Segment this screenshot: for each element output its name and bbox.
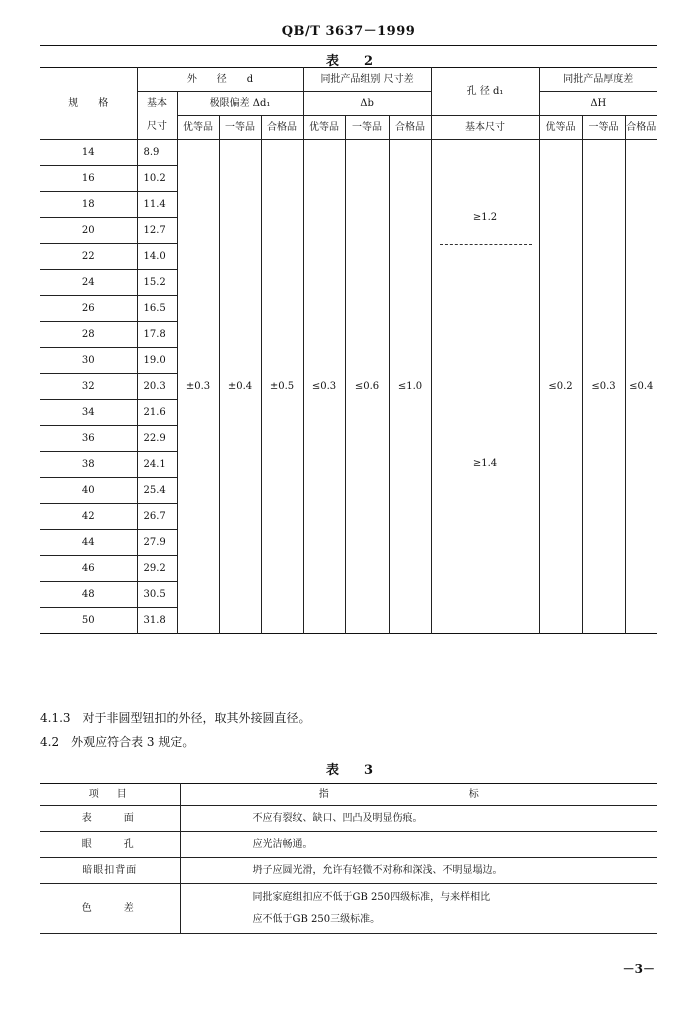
page-number: －3－ xyxy=(622,962,655,976)
index-color-line-2: 应不低于GB 250三级标准。 xyxy=(252,913,381,925)
db-grade-2: ≤0.6 xyxy=(345,140,389,634)
index-surface: 不应有裂纹、缺口、凹凸及明显伤痕。 xyxy=(180,806,657,832)
grade-2-header: 一等品 xyxy=(219,116,261,140)
basic-size-cell: 14.0 xyxy=(137,244,177,270)
db-grade-1: ≤0.3 xyxy=(303,140,345,634)
spec-cell: 26 xyxy=(40,296,137,322)
od-diff-header: 同批产品组别 尺寸差 xyxy=(303,68,431,92)
item-header: 项 目 xyxy=(40,784,180,806)
hole-size-small: ≥1.2 xyxy=(431,140,539,296)
table3-caption: 表 3 xyxy=(326,763,380,778)
basic-size-cell: 26.7 xyxy=(137,504,177,530)
item-eyehole: 眼 孔 xyxy=(40,832,180,858)
od-header: 外 径 d xyxy=(137,68,303,92)
dh-grade-2: ≤0.3 xyxy=(582,140,625,634)
spec-cell: 40 xyxy=(40,478,137,504)
basic-size-cell: 8.9 xyxy=(137,140,177,166)
spec-cell: 32 xyxy=(40,374,137,400)
index-back: 坍子应圆光滑，允许有轻微不对称和深浅、不明显塌边。 xyxy=(180,858,657,884)
grade-3-header: 合格品 xyxy=(625,116,657,140)
spec-cell: 18 xyxy=(40,192,137,218)
spec-cell: 44 xyxy=(40,530,137,556)
basic-size-cell: 29.2 xyxy=(137,556,177,582)
hole-divider xyxy=(440,244,532,245)
basic-size-cell: 15.2 xyxy=(137,270,177,296)
grade-2-header: 一等品 xyxy=(345,116,389,140)
grade-1-header: 优等品 xyxy=(303,116,345,140)
spec-cell: 22 xyxy=(40,244,137,270)
clause-4-2: 4.2 外观应符合表 3 规定。 xyxy=(40,735,195,749)
spec-cell: 46 xyxy=(40,556,137,582)
db-grade-3: ≤1.0 xyxy=(389,140,431,634)
spec-header: 规 格 xyxy=(40,68,137,140)
index-color-diff xyxy=(180,884,657,934)
spec-cell: 36 xyxy=(40,426,137,452)
header-rule xyxy=(40,45,657,46)
limit-deviation-header: 极限偏差 Δd₁ xyxy=(177,92,303,116)
item-surface: 表 面 xyxy=(40,806,180,832)
dh-grade-1: ≤0.2 xyxy=(539,140,582,634)
dh-grade-3: ≤0.4 xyxy=(629,380,654,392)
basic-size-cell: 16.5 xyxy=(137,296,177,322)
db-header: Δb xyxy=(303,92,431,116)
index-color-line-1: 同批家庭组扣应不低于GB 250四级标准，与来样相比 xyxy=(252,891,491,903)
basic-size-header-bottom: 尺寸 xyxy=(137,116,177,140)
hole-basic-size-header: 基本尺寸 xyxy=(431,116,539,140)
spec-cell: 50 xyxy=(40,608,137,634)
spec-cell: 34 xyxy=(40,400,137,426)
spec-cell: 16 xyxy=(40,166,137,192)
basic-size-cell: 27.9 xyxy=(137,530,177,556)
basic-size-cell: 19.0 xyxy=(137,348,177,374)
thickness-header: 同批产品厚度差 xyxy=(539,68,657,92)
spec-cell: 14 xyxy=(40,140,137,166)
basic-size-cell: 22.9 xyxy=(137,426,177,452)
spec-cell: 20 xyxy=(40,218,137,244)
basic-size-header-top: 基本 xyxy=(137,92,177,116)
standard-header: QB/T 3637－1999 xyxy=(281,24,416,39)
spec-cell: 42 xyxy=(40,504,137,530)
basic-size-cell: 31.8 xyxy=(137,608,177,634)
grade-2-header: 一等品 xyxy=(582,116,625,140)
item-back: 暗眼扣背面 xyxy=(40,858,180,884)
basic-size-cell: 11.4 xyxy=(137,192,177,218)
grade-3-header: 合格品 xyxy=(261,116,303,140)
basic-size-cell: 24.1 xyxy=(137,452,177,478)
limit-grade-3: ±0.5 xyxy=(261,140,303,634)
spec-cell: 24 xyxy=(40,270,137,296)
basic-size-cell: 25.4 xyxy=(137,478,177,504)
spec-cell: 28 xyxy=(40,322,137,348)
hole-size-large: ≥1.4 xyxy=(431,296,539,634)
basic-size-cell: 10.2 xyxy=(137,166,177,192)
grade-1-header: 优等品 xyxy=(539,116,582,140)
table2-caption: 表 2 xyxy=(326,54,380,69)
index-eyehole: 应光洁畅通。 xyxy=(180,832,657,858)
dh-header: ΔH xyxy=(539,92,657,116)
grade-3-header: 合格品 xyxy=(389,116,431,140)
basic-size-cell: 12.7 xyxy=(137,218,177,244)
item-color-diff: 色 差 xyxy=(40,884,180,934)
clause-4-1-3: 4.1.3 对于非圆型钮扣的外径，取其外接圆直径。 xyxy=(40,711,311,725)
grade-1-header: 优等品 xyxy=(177,116,219,140)
basic-size-cell: 30.5 xyxy=(137,582,177,608)
spec-cell: 48 xyxy=(40,582,137,608)
spec-cell: 30 xyxy=(40,348,137,374)
basic-size-cell: 20.3 xyxy=(137,374,177,400)
limit-grade-1: ±0.3 xyxy=(177,140,219,634)
hole-header: 孔 径 d₁ xyxy=(431,68,539,116)
basic-size-cell: 21.6 xyxy=(137,400,177,426)
table-3 xyxy=(40,783,657,934)
index-header: 指 标 xyxy=(180,784,657,806)
table-2 xyxy=(40,67,657,634)
limit-grade-2: ±0.4 xyxy=(219,140,261,634)
basic-size-cell: 17.8 xyxy=(137,322,177,348)
spec-cell: 38 xyxy=(40,452,137,478)
